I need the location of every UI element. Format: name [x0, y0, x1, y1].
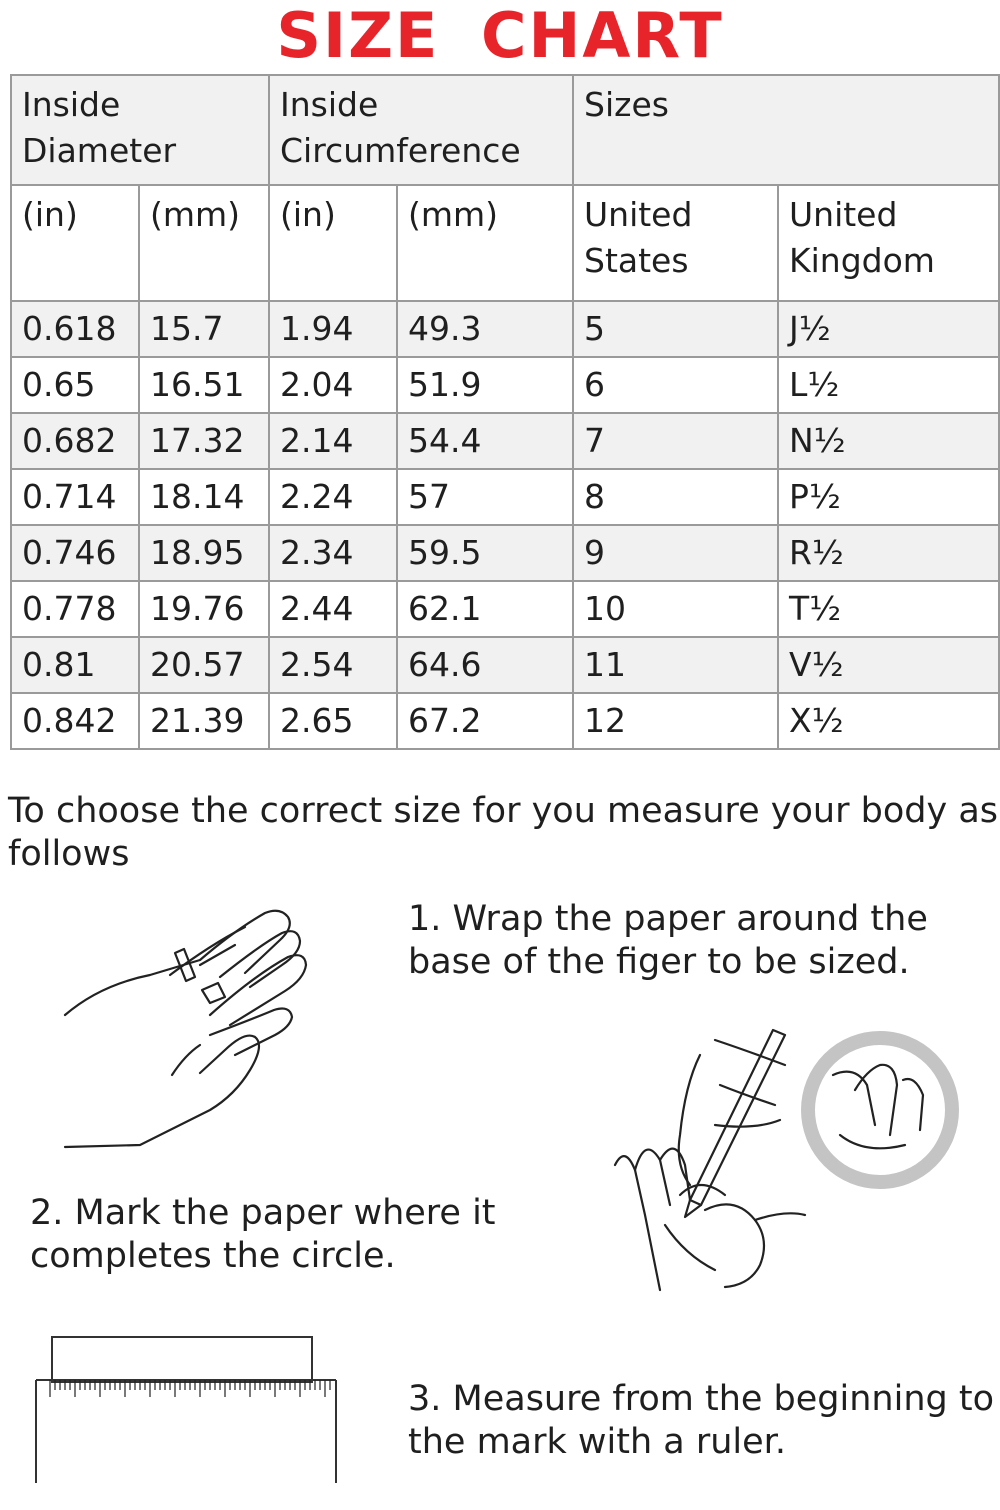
cell-circumference-mm: 64.6 — [397, 637, 573, 693]
step-1-text: 1. Wrap the paper around the base of the figer to be sized. — [408, 899, 928, 982]
cell-diameter-mm: 18.95 — [139, 525, 269, 581]
table-row — [11, 637, 999, 693]
cell-uk-size: R½ — [778, 525, 999, 581]
cell-uk-size: L½ — [778, 357, 999, 413]
unit-diameter-in: (in) — [11, 185, 139, 301]
cell-diameter-in: 0.714 — [11, 469, 139, 525]
cell-circumference-in: 2.65 — [269, 693, 397, 749]
cell-diameter-in: 0.682 — [11, 413, 139, 469]
cell-diameter-in: 0.65 — [11, 357, 139, 413]
cell-us-size: 12 — [573, 693, 778, 749]
cell-circumference-mm: 62.1 — [397, 581, 573, 637]
cell-circumference-mm: 54.4 — [397, 413, 573, 469]
cell-circumference-mm: 59.5 — [397, 525, 573, 581]
unit-us: United States — [573, 185, 778, 301]
cell-us-size: 10 — [573, 581, 778, 637]
cell-circumference-mm: 49.3 — [397, 301, 573, 357]
size-table — [10, 74, 1000, 750]
table-row — [11, 357, 999, 413]
table-row — [11, 525, 999, 581]
cell-diameter-in: 0.746 — [11, 525, 139, 581]
cell-circumference-in: 2.44 — [269, 581, 397, 637]
cell-us-size: 11 — [573, 637, 778, 693]
cell-us-size: 5 — [573, 301, 778, 357]
cell-diameter-mm: 21.39 — [139, 693, 269, 749]
table-row — [11, 581, 999, 637]
ruler-illustration — [32, 1335, 342, 1485]
cell-diameter-mm: 16.51 — [139, 357, 269, 413]
table-row — [11, 413, 999, 469]
cell-circumference-in: 2.34 — [269, 525, 397, 581]
unit-uk: United Kingdom — [778, 185, 999, 301]
cell-circumference-in: 2.54 — [269, 637, 397, 693]
cell-uk-size: T½ — [778, 581, 999, 637]
cell-circumference-mm: 51.9 — [397, 357, 573, 413]
cell-diameter-mm: 20.57 — [139, 637, 269, 693]
group-header-row — [11, 75, 999, 185]
cell-circumference-mm: 67.2 — [397, 693, 573, 749]
header-inside-circumference: Inside Circumference — [269, 75, 573, 185]
instructions-intro: To choose the correct size for you measure your body as follows — [8, 791, 998, 874]
cell-us-size: 8 — [573, 469, 778, 525]
cell-diameter-mm: 18.14 — [139, 469, 269, 525]
cell-uk-size: N½ — [778, 413, 999, 469]
cell-uk-size: P½ — [778, 469, 999, 525]
cell-us-size: 6 — [573, 357, 778, 413]
cell-circumference-in: 2.04 — [269, 357, 397, 413]
table-row — [11, 693, 999, 749]
hand-wrap-paper-illustration — [60, 905, 320, 1155]
cell-uk-size: V½ — [778, 637, 999, 693]
cell-diameter-mm: 15.7 — [139, 301, 269, 357]
unit-circumference-mm: (mm) — [397, 185, 573, 301]
cell-uk-size: X½ — [778, 693, 999, 749]
cell-us-size: 9 — [573, 525, 778, 581]
cell-circumference-in: 2.24 — [269, 469, 397, 525]
cell-diameter-in: 0.81 — [11, 637, 139, 693]
header-inside-diameter: Inside Diameter — [11, 75, 269, 185]
cell-circumference-in: 1.94 — [269, 301, 397, 357]
cell-diameter-in: 0.842 — [11, 693, 139, 749]
step-2-text: 2. Mark the paper where it completes the circle. — [30, 1193, 496, 1276]
cell-diameter-mm: 17.32 — [139, 413, 269, 469]
cell-us-size: 7 — [573, 413, 778, 469]
cell-diameter-in: 0.618 — [11, 301, 139, 357]
hand-marking-paper-illustration — [605, 1025, 980, 1295]
cell-diameter-in: 0.778 — [11, 581, 139, 637]
unit-diameter-mm: (mm) — [139, 185, 269, 301]
header-sizes: Sizes — [573, 75, 999, 185]
cell-uk-size: J½ — [778, 301, 999, 357]
unit-header-row — [11, 185, 999, 301]
cell-circumference-mm: 57 — [397, 469, 573, 525]
table-row — [11, 301, 999, 357]
cell-diameter-mm: 19.76 — [139, 581, 269, 637]
size-chart-title: SIZE CHART — [276, 0, 724, 72]
unit-circumference-in: (in) — [269, 185, 397, 301]
table-row — [11, 469, 999, 525]
step-3-text: 3. Measure from the beginning to the mark with a ruler. — [408, 1379, 994, 1462]
cell-circumference-in: 2.14 — [269, 413, 397, 469]
